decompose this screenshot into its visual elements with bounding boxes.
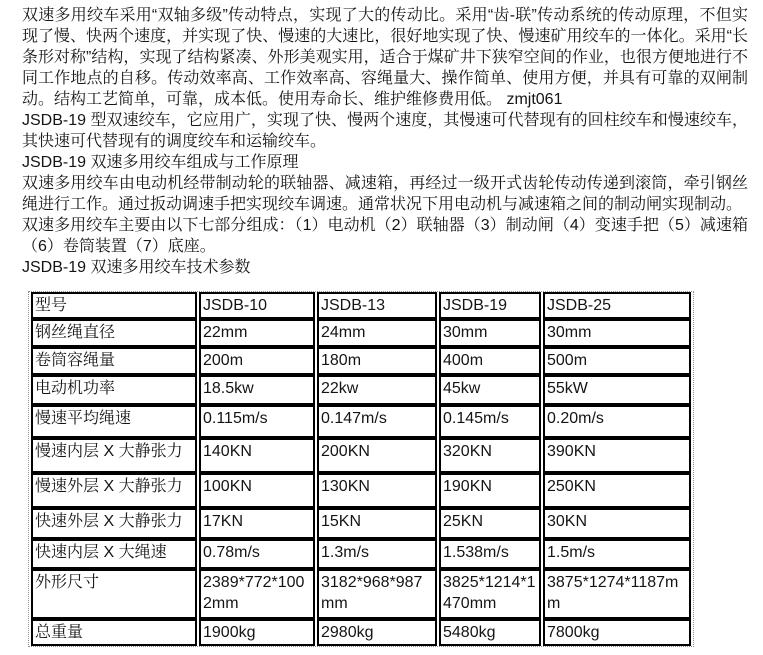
spec-col-header: 型号 — [31, 292, 197, 319]
table-row — [31, 473, 691, 508]
spec-cell: 0.145m/s — [439, 405, 541, 438]
spec-cell: 18.5kw — [199, 375, 315, 405]
spec-cell: 5480kg — [439, 619, 541, 646]
spec-cell: 17KN — [199, 508, 315, 539]
spec-cell: 45kw — [439, 375, 541, 405]
spec-cell: 0.20m/s — [543, 405, 691, 438]
description-text — [22, 5, 748, 278]
spec-cell: 130KN — [317, 473, 437, 508]
spec-cell: 55kW — [543, 375, 691, 405]
spec-cell: 200KN — [317, 438, 437, 473]
spec-cell: 100KN — [199, 473, 315, 508]
spec-cell: 140KN — [199, 438, 315, 473]
spec-cell: 15KN — [317, 508, 437, 539]
spec-cell: 500m — [543, 347, 691, 375]
table-row — [31, 619, 691, 646]
spec-row-label: 钢丝绳直径 — [31, 319, 197, 347]
spec-row-label: 总重量 — [31, 619, 197, 646]
paragraph-components: 双速多用绞车主要由以下七部分组成：（1）电动机（2）联轴器（3）制动闸（4）变速手把（5）减速箱（6）卷筒装置（7）底座。 — [22, 217, 748, 255]
spec-cell: 190KN — [439, 473, 541, 508]
spec-row-label: 快速内层 X 大绳速 — [31, 539, 197, 569]
spec-cell: 180m — [317, 347, 437, 375]
spec-col-header: JSDB-19 — [439, 292, 541, 319]
spec-col-header: JSDB-10 — [199, 292, 315, 319]
spec-table — [28, 291, 694, 647]
paragraph-working-principle: 双速多用绞车由电动机经带制动轮的联轴器、减速箱，再经过一级开式齿轮传动传递到滚筒，牵引钢丝绳进行工作。通过扳动调速手把实现绞车调速。通常状况下用电动机与减速箱之间的制动闸实现制动。 — [22, 175, 748, 213]
table-row — [31, 347, 691, 375]
spec-row-label: 卷筒容绳量 — [31, 347, 197, 375]
spec-row-label: 慢速平均绳速 — [31, 405, 197, 438]
spec-cell: 3182*968*987mm — [317, 569, 437, 619]
spec-cell: 320KN — [439, 438, 541, 473]
table-row — [31, 375, 691, 405]
heading-composition-principle: JSDB-19 双速多用绞车组成与工作原理 — [22, 154, 299, 171]
table-row — [31, 319, 691, 347]
spec-cell: 1.5m/s — [543, 539, 691, 569]
spec-cell: 0.78m/s — [199, 539, 315, 569]
spec-header-row — [31, 292, 691, 319]
paragraph-overview: 双速多用绞车采用“双轴多级”传动特点，实现了大的传动比。采用“齿-联”传动系统的传动原理，不但实现了慢、快两个速度，并实现了快、慢速的大速比，很好地实现了快、慢速矿用绞车的一体化。采用“长条形对称”结构，实现了结构紧凑、外形美观实用，适合于煤矿井下狭窄空间的作业，也很方便地进行不同工作地点的自移。传动效率高、工作效率高、容绳量大、操作简单、使用方便，并具有可靠的双闸制动。结构工艺简单，可靠，成本低。使用寿命长、维护维修费用低。 zmjt061 — [22, 7, 748, 108]
spec-cell: 250KN — [543, 473, 691, 508]
spec-cell: 30mm — [543, 319, 691, 347]
spec-cell: 390KN — [543, 438, 691, 473]
spec-row-label: 电动机功率 — [31, 375, 197, 405]
spec-row-label: 慢速内层 X 大静张力 — [31, 438, 197, 473]
spec-cell: 400m — [439, 347, 541, 375]
spec-cell: 3875*1274*1187mm — [543, 569, 691, 619]
spec-cell: 22mm — [199, 319, 315, 347]
spec-cell: 7800kg — [543, 619, 691, 646]
spec-cell: 3825*1214*1470mm — [439, 569, 541, 619]
spec-cell: 30mm — [439, 319, 541, 347]
spec-cell: 0.115m/s — [199, 405, 315, 438]
spec-row-label: 慢速外层 X 大静张力 — [31, 473, 197, 508]
spec-row-label: 外形尺寸 — [31, 569, 197, 619]
heading-tech-params: JSDB-19 双速多用绞车技术参数 — [22, 259, 251, 276]
table-row — [31, 438, 691, 473]
spec-cell: 200m — [199, 347, 315, 375]
spec-cell: 22kw — [317, 375, 437, 405]
table-row — [31, 539, 691, 569]
spec-cell: 24mm — [317, 319, 437, 347]
table-row — [31, 508, 691, 539]
spec-col-header: JSDB-13 — [317, 292, 437, 319]
table-row — [31, 405, 691, 438]
spec-cell: 1.538m/s — [439, 539, 541, 569]
spec-cell: 25KN — [439, 508, 541, 539]
spec-row-label: 快速外层 X 大静张力 — [31, 508, 197, 539]
spec-cell: 1900kg — [199, 619, 315, 646]
spec-cell: 2389*772*1002mm — [199, 569, 315, 619]
spec-cell: 0.147m/s — [317, 405, 437, 438]
table-row — [31, 569, 691, 619]
spec-cell: 30KN — [543, 508, 691, 539]
paragraph-application: JSDB-19 型双速绞车，它应用广，实现了快、慢两个速度，其慢速可代替现有的回柱绞车和慢速绞车，其快速可代替现有的调度绞车和运输绞车。 — [22, 112, 748, 150]
spec-cell: 2980kg — [317, 619, 437, 646]
spec-col-header: JSDB-25 — [543, 292, 691, 319]
spec-cell: 1.3m/s — [317, 539, 437, 569]
